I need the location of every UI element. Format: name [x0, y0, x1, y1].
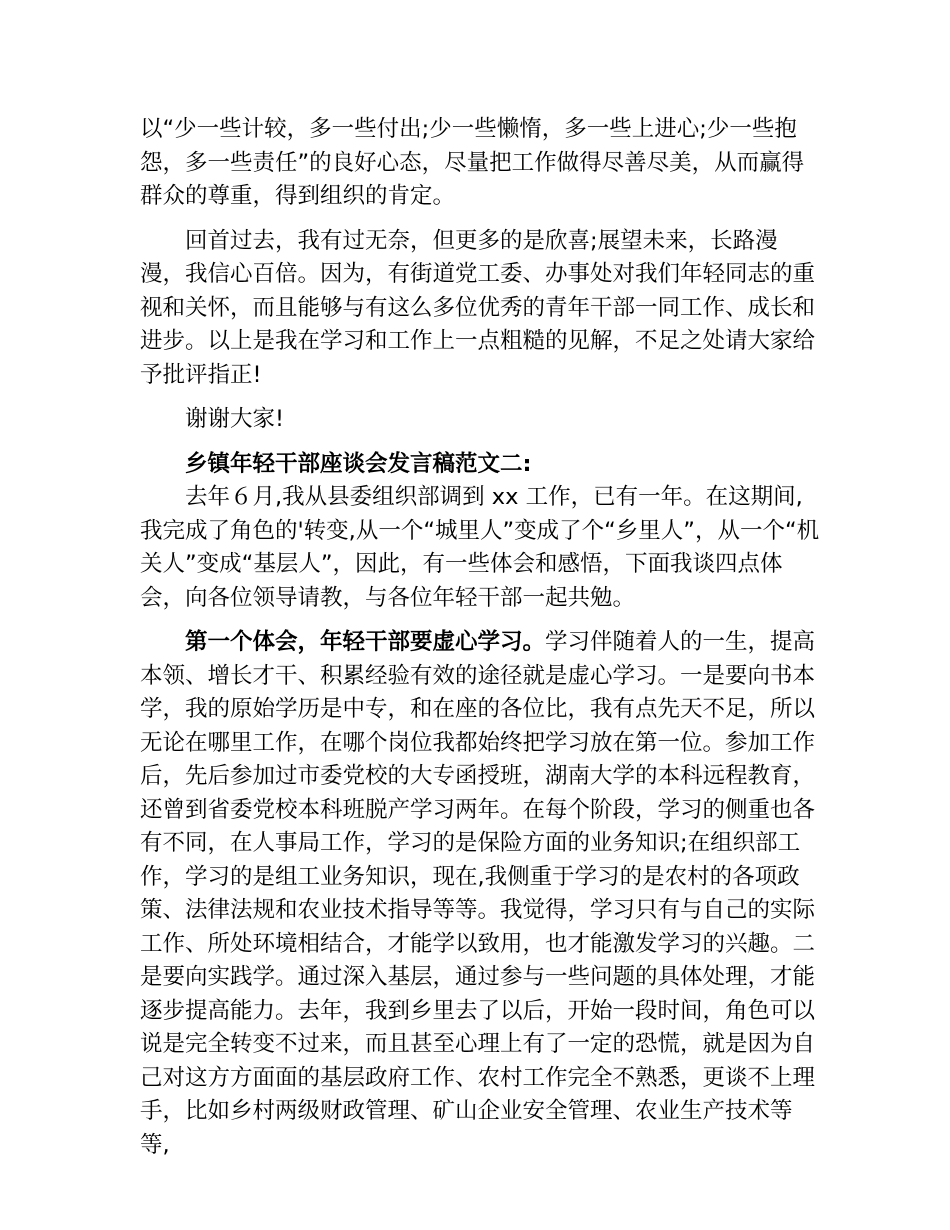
- paragraph-first-insight: [140, 626, 820, 1162]
- paragraph-thanks: 谢谢大家!: [185, 406, 285, 432]
- paragraph-closing-attitude: 以“少一些计较，多一些付出;少一些懒惰，多一些上进心;少一些抱怨，多一些责任”的良好心态，尽量把工作做得尽善尽美，从而赢得群众的尊重，得到组织的肯定。: [140, 116, 805, 209]
- document-body: [140, 113, 820, 1162]
- section-heading-sample-two: 乡镇年轻干部座谈会发言稿范文二:: [185, 450, 532, 477]
- first-insight-lead: 第一个体会，年轻干部要虚心学习。: [185, 629, 546, 655]
- paragraph-introduction: 去年６月,我从县委组织部调到 xx 工作，已有一年。在这期间,我完成了角色的'转变,从一个“城里人”变成了个“乡里人”，从一个“机关人”变成“基层人”，因此，有一些体会和感悟，下面我谈四点体会，向各位领导请教，与各位年轻干部一起共勉。: [140, 484, 820, 611]
- first-insight-body: 学习伴随着人的一生，提高本领、增长才干、积累经验有效的途径就是虚心学习。一是要向书本学，我的原始学历是中专，和在座的各位比，我有点先天不足，所以无论在哪里工作，在哪个岗位我都始终把学习放在第一位。参加工作后，先后参加过市委党校的大专函授班，湖南大学的本科远程教育，还曾到省委党校本科班脱产学习两年。在每个阶段，学习的侧重也各有不同，在人事局工作，学习的是保险方面的业务知识;在组织部工作，学习的是组工业务知识，现在,我侧重于学习的是农村的各项政策、法律法规和农业技术指导等等。我觉得，学习只有与自己的实际工作、所处环境相结合，才能学以致用，也才能激发学习的兴趣。二是要向实践学。通过深入基层，通过参与一些问题的具体处理，才能逐步提高能力。去年，我到乡里去了以后，开始一段时间，角色可以说是完全转变不过来，而且甚至心理上有了一定的恐慌，就是因为自己对这方方面面的基层政府工作、农村工作完全不熟悉，更谈不上理手，比如乡村两级财政管理、矿山企业安全管理、农业生产技术等等,: [140, 629, 816, 1158]
- paragraph-looking-back: 回首过去，我有过无奈，但更多的是欣喜;展望未来，长路漫漫，我信心百倍。因为，有街道党工委、办事处对我们年轻同志的重视和关怀，而且能够与有这么多位优秀的青年干部一同工作、成长和进步。以上是我在学习和工作上一点粗糙的见解，不足之处请大家给予批评指正!: [140, 227, 816, 388]
